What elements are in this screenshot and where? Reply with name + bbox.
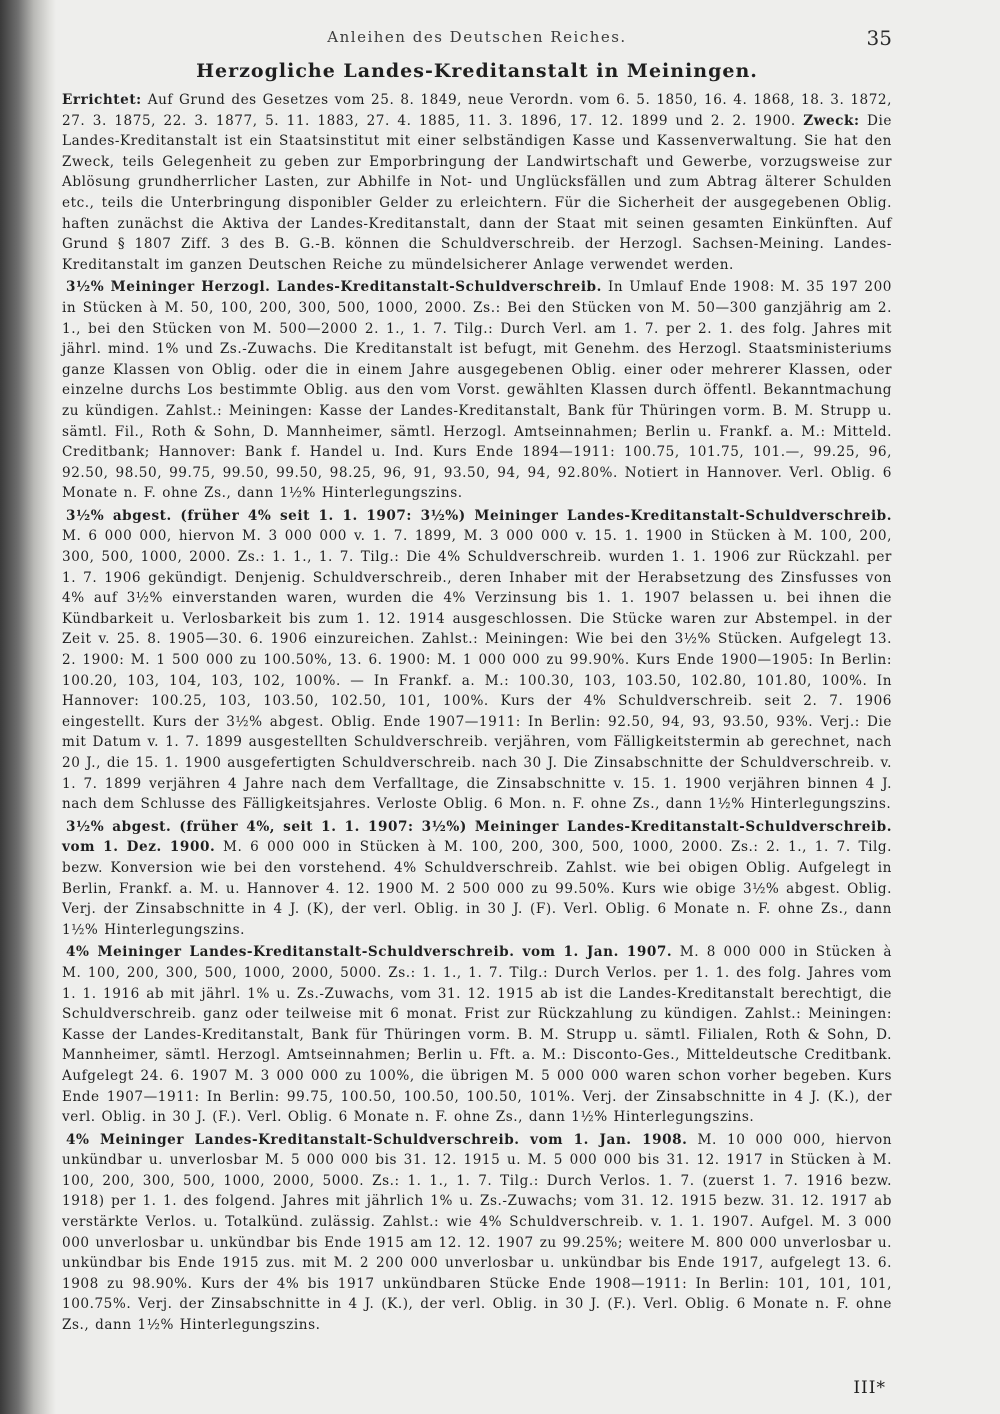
paragraph-text: M. 6 000 000 in Stücken à M. 100, 200, 300, 500, 1000, 2000. Zs.: 2. 1., 1. 7. Tilg. bezw. Konversion wie bei den vorstehend. 4% Schuldverschreib. Zahlst. wie bei obigen Oblig. Aufgelegt in Berlin, Frankf. a. M. u. Hannover 4. 12. 1900 M. 2 500 000 zu 99.50%. Kurs wie obige 3½% abgest. Oblig. Verj. der Zinsabschnitte in 4 J. (K), der verl. Oblig. in 30 J. (F). Verl. Oblig. 6 Monate n. F. ohne Zs., dann 1½% Hinterlegungszins. [62,839,893,938]
paragraph-lead: 4% Meininger Landes-Kreditanstalt-Schuldverschreib. vom 1. Jan. 1907. [66,944,673,961]
section-title: Herzogliche Landes-Kreditanstalt in Meiningen. [196,60,758,82]
paragraph-text: Auf Grund des Gesetzes vom 25. 8. 1849, neue Verordn. vom 6. 5. 1850, 16. 4. 1868, 18. 3. 1872, 27. 3. 1875, 22. 3. 1877, 5. 11. 1883, 27. 4. 1885, 11. 3. 1896, 17. 12. 1899 und 2. 2. 1900. [62,92,892,129]
paragraph-text: M. 10 000 000, hiervon unkündbar u. unverlosbar M. 5 000 000 bis 31. 12. 1915 u. M. 5 000 000 bis 31. 12. 1917 in Stücken à M. 100, 200, 300, 500, 1000, 2000, 5000. Zs.: 1. 1., 1. 7. Tilg.: Durch Verlos. 1. 7. (zuerst 1. 7. 1916 bezw. 1918) per 1. 1. des folgend. Jahres mit jährlich 1% u. Zs.-Zuwachs; vom 31. 12. 1915 bezw. 31. 12. 1917 ab verstärkte Verlos. u. Totalkünd. zulässig. Zahlst.: wie 4% Schuldverschreib. v. 1. 1. 1907. Aufgel. M. 3 000 000 unverlosbar u. unkündbar bis Ende 1915 am 12. 12. 1907 zu 99.25%; weitere M. 800 000 unverlosbar u. unkündbar bis Ende 1915 zus. mit M. 2 200 000 unverlosbar u. unkündbar bis Ende 1917, aufgelegt 13. 6. 1908 zu 98.90%. Kurs der 4% bis 1917 unkündbaren Stücke Ende 1908—1911: In Berlin: 101, 101, 101, 100.75%. Verj. der Zinsabschnitte in 4 J. (K.), der verl. Oblig. in 30 J. (F.). Verl. Oblig. 6 Monate n. F. ohne Zs., dann 1½% Hinterlegungszins. [62,1131,892,1334]
page-number: 35 [866,26,892,50]
paragraph-lead: Errichtet: [62,92,142,108]
paragraph-lead: Zweck: [803,112,860,129]
paragraph-bond-2 [62,506,892,815]
paragraph-lead: 3½% abgest. (früher 4%, seit 1. 1. 1907: 3½%) Meininger Landes-Kreditanstalt-Schuldverschreib. vom 1. Dez. 1900. [62,818,892,856]
paragraph-errichtet [62,90,892,275]
running-head [62,18,892,52]
running-title: Anleihen des Deutschen Reiches. [327,28,627,46]
paragraph-lead: 4% Meininger Landes-Kreditanstalt-Schuldverschreib. vom 1. Jan. 1908. [66,1131,688,1148]
paragraph-bond-4 [62,942,892,1127]
paragraph-lead: 3½% abgest. (früher 4% seit 1. 1. 1907: 3½%) Meininger Landes-Kreditanstalt-Schuldverschreib. [66,507,892,524]
paragraph-text: Die Landes-Kreditanstalt ist ein Staatsinstitut mit einer selbständigen Kasse und Kassenverwaltung. Sie hat den Zweck, teils Gelegenheit zu geben zur Emporbringung der Landwirtschaft und Gewerbe, vorzugsweise zur Ablösung grundherrlicher Lasten, zur Abhilfe in Not- und Unglücksfällen und zum Abtrag älterer Schulden etc., teils die Unterbringung disponibler Gelder zu erleichtern. Für die Sicherheit der ausgegebenen Oblig. haften zunächst die Aktiva der Landes-Kreditanstalt, dann der Staat mit seinen gesamten Einkünften. Auf Grund § 1807 Ziff. 3 des B. G.-B. können die Schuldverschreib. der Herzogl. Sachsen-Meining. Landes-Kreditanstalt im ganzen Deutschen Reiche zu mündelsicherer Anlage verwendet werden. [62,112,892,273]
paragraph-bond-3 [62,817,892,941]
signature-mark: III* [853,1378,886,1398]
paragraph-bond-1 [62,277,892,504]
paragraph-text: M. 8 000 000 in Stücken à M. 100, 200, 300, 500, 1000, 2000, 5000. Zs.: 1. 1., 1. 7. Tilg.: Durch Verlos. per 1. 1. des folg. Jahres vom 1. 1. 1916 ab mit jährl. 1% u. Zs.-Zuwachs, vom 31. 12. 1915 ab ist die Landes-Kreditanstalt berechtigt, die Schuldverschreib. ganz oder teilweise mit 6 monat. Frist zur Rückzahlung zu kündigen. Zahlst.: Meiningen: Kasse der Landes-Kreditanstalt, Bank für Thüringen vorm. B. M. Strupp u. sämtl. Filialen, Roth & Sohn, D. Mannheimer, sämtl. Herzogl. Amtseinnahmen; Berlin u. Fft. a. M.: Disconto-Ges., Mitteldeutsche Creditbank. Aufgelegt 24. 6. 1907 M. 3 000 000 zu 100%, die übrigen M. 5 000 000 waren schon vorher begeben. Kurs Ende 1907—1911: In Berlin: 99.75, 100.50, 100.50, 100.50, 101%. Verj. der Zinsabschnitte in 4 J. (K.), der verl. Oblig. in 30 J. (F.). Verl. Oblig. 6 Monate n. F. ohne Zs., dann 1½% Hinterlegungszins. [62,944,893,1126]
paragraph-text: In Umlauf Ende 1908: M. 35 197 200 in Stücken à M. 50, 100, 200, 300, 500, 1000, 2000. Zs.: Bei den Stücken von M. 50—300 ganzjährig am 2. 1., bei den Stücken von M. 500—2000 2. 1., 1. 7. Tilg.: Durch Verl. am 1. 7. per 2. 1. des folg. Jahres mit jährl. mind. 1% und Zs.-Zuwachs. Die Kreditanstalt ist befugt, mit Genehm. des Herzogl. Staatsministeriums ganze Klassen von Oblig. oder die in einem Jahre ausgegebenen Oblig. einer oder mehrerer Klassen, oder einzelne durchs Los bestimmte Oblig. aus den vom Vorst. gewählten Klassen durch öffentl. Bekanntmachung zu kündigen. Zahlst.: Meiningen: Kasse der Landes-Kreditanstalt, Bank für Thüringen vorm. B. M. Strupp u. sämtl. Fil., Roth & Sohn, D. Mannheimer, sämtl. Herzogl. Amtseinnahmen; Berlin u. Frankf. a. M.: Mitteld. Creditbank; Hannover: Bank f. Handel u. Ind. Kurs Ende 1894—1911: 100.75, 101.75, 101.—, 99.25, 96, 92.50, 98.50, 99.75, 99.50, 99.50, 98.25, 96, 91, 93.50, 94, 94, 92.80%. Notiert in Hannover. Verl. Oblig. 6 Monate n. F. ohne Zs., dann 1½% Hinterlegungszins. [62,279,892,502]
paragraph-text: M. 6 000 000, hiervon M. 3 000 000 v. 1. 7. 1899, M. 3 000 000 v. 15. 1. 1900 in Stücken à M. 100, 200, 300, 500, 1000, 2000. Zs.: 1. 1., 1. 7. Tilg.: Die 4% Schuldverschreib. wurden 1. 1. 1906 zur Rückzahl. per 1. 7. 1906 gekündigt. Denjenig. Schuldverschreib., deren Inhaber mit der Herabsetzung des Zinsfusses von 4% auf 3½% einverstanden waren, wurden die 4% Verzinsung bis 1. 1. 1907 belassen u. bei ihnen die Kündbarkeit u. Verlosbarkeit bis zum 1. 12. 1914 ausgeschlossen. Die Stücke waren zur Abstempel. in der Zeit v. 25. 8. 1905—30. 6. 1906 einzureichen. Zahlst.: Meiningen: Wie bei den 3½% Stücken. Aufgelegt 13. 2. 1900: M. 1 500 000 zu 100.50%, 13. 6. 1900: M. 1 000 000 zu 99.90%. Kurs Ende 1900—1905: In Berlin: 100.20, 103, 104, 103, 102, 100%. — In Frankf. a. M.: 100.30, 103, 103.50, 102.80, 101.80, 100%. In Hannover: 100.25, 103, 103.50, 102.50, 101, 100%. Kurs der 4% Schuldverschreib. seit 2. 7. 1906 eingestellt. Kurs der 3½% abgest. Oblig. Ende 1907—1911: In Berlin: 92.50, 94, 93, 93.50, 93%. Verj.: Die mit Datum v. 1. 7. 1899 ausgestellten Schuldverschreib. verjähren, vom Fälligkeitstermin ab gerechnet, nach 20 J., die 15. 1. 1900 ausgefertigten Schuldverschreib. nach 30 J. Die Zinsabschnitte der Schuldverschreib. v. 1. 7. 1899 verjähren 4 Jahre nach dem Verfalltage, die Zinsabschnitte v. 15. 1. 1900 verjähren binnen 4 J. nach dem Schlusse des Fälligkeitsjahres. Verloste Oblig. 6 Mon. n. F. ohne Zs., dann 1½% Hinterlegungszins. [62,528,892,813]
paragraph-bond-5 [62,1130,892,1336]
body-text [62,90,892,1336]
book-page [62,18,892,1398]
paragraph-lead: 3½% Meininger Herzogl. Landes-Kreditanstalt-Schuldverschreib. [66,279,602,296]
scan-binding-shadow [0,0,56,1414]
